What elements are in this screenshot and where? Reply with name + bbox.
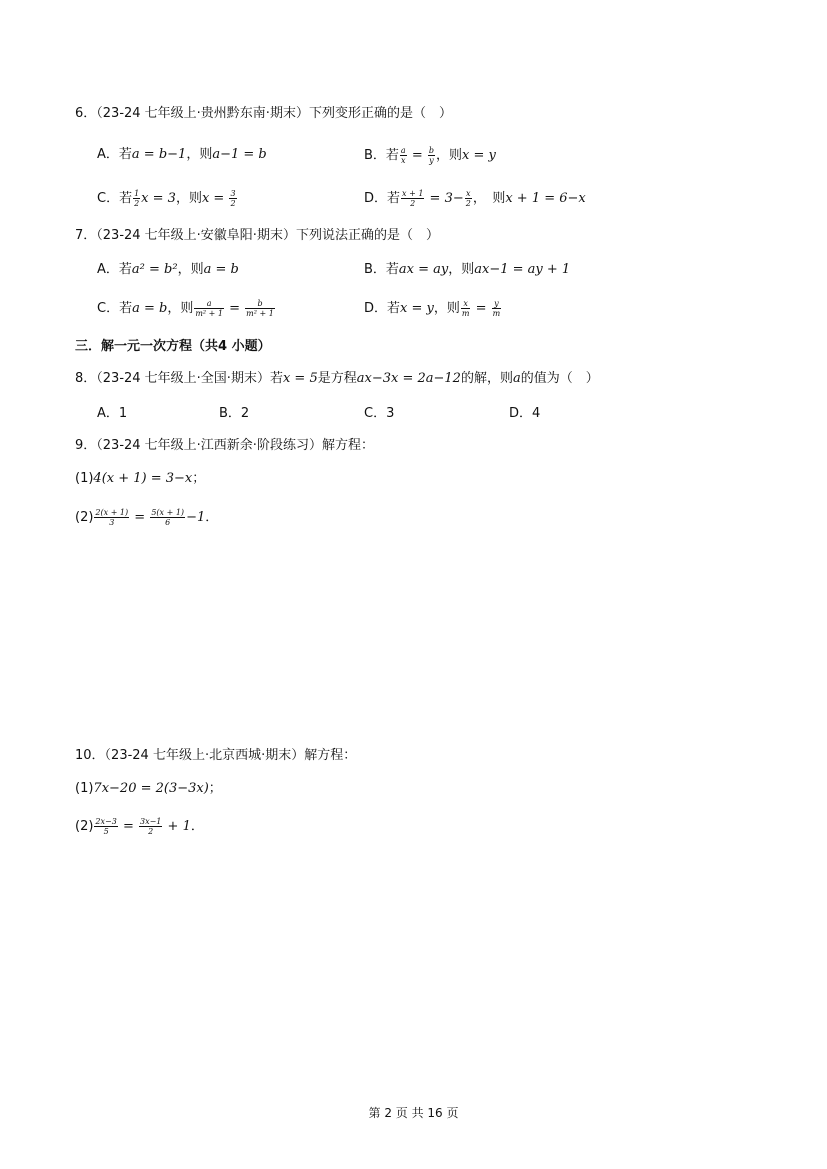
q8-option-d: D．4	[509, 406, 541, 421]
q10-part-2: (2) $\frac{2x-3}{5}$ = $\frac{3x-1}{2}$ + 1．	[75, 817, 204, 836]
section-heading: 三．解一元一次方程（共4 小题）	[75, 339, 271, 354]
q7-option-d: D．若x = y，则 $\frac{x}{m}$ = $\frac{y}{m}$	[364, 299, 501, 318]
q7-option-a: A．若a² = b²，则a = b	[97, 262, 239, 277]
q10-part-1: (1)7x−20 = 2(3−3x)；	[75, 781, 222, 796]
q6-option-d: D．若 $\frac{x + 1}{2}$ = 3− $\frac{x}{2}$ ， 则x + 1 = 6−x	[364, 189, 586, 208]
q6-option-b: B．若 $\frac{a}{x}$ = $\frac{b}{y}$ ，则x = y	[364, 146, 496, 165]
q8-option-c: C．3	[364, 406, 395, 421]
question-6-stem: 6．（23-24 七年级上·贵州黔东南·期末）下列变形正确的是（ ）	[75, 106, 452, 121]
q6-option-c: C．若 $\frac{1}{2}$ x = 3，则x = $\frac{3}{2}$	[97, 189, 236, 208]
q6-option-a: A．若a = b−1，则a−1 = b	[97, 147, 267, 162]
page-footer: 第 2 页 共 16 页	[368, 1106, 459, 1120]
q8-option-a: A．1	[97, 406, 128, 421]
q7-option-c: C．若a = b，则 $\frac{a}{\text{m² + 1}}$ = $\frac{b}{\text{m² + 1}}$	[97, 299, 274, 318]
question-9-stem: 9．（23-24 七年级上·江西新余·阶段练习）解方程：	[75, 438, 374, 453]
question-10-stem: 10．（23-24 七年级上·北京西城·期末）解方程：	[75, 748, 357, 763]
q8-option-b: B．2	[219, 406, 250, 421]
q9-part-2: (2) $\frac{2(x + 1)}{3}$ = $\frac{5(x + 1)}{6}$ −1．	[75, 508, 219, 527]
question-8-stem: 8．（23-24 七年级上·全国·期末）若x = 5是方程ax−3x = 2a−12的解，则a的值为（ ）	[75, 371, 599, 386]
question-7-stem: 7．（23-24 七年级上·安徽阜阳·期末）下列说法正确的是（ ）	[75, 228, 439, 243]
q9-part-1: (1)4(x + 1) = 3−x；	[75, 471, 206, 486]
q7-option-b: B．若ax = ay，则ax−1 = ay + 1	[364, 262, 571, 277]
